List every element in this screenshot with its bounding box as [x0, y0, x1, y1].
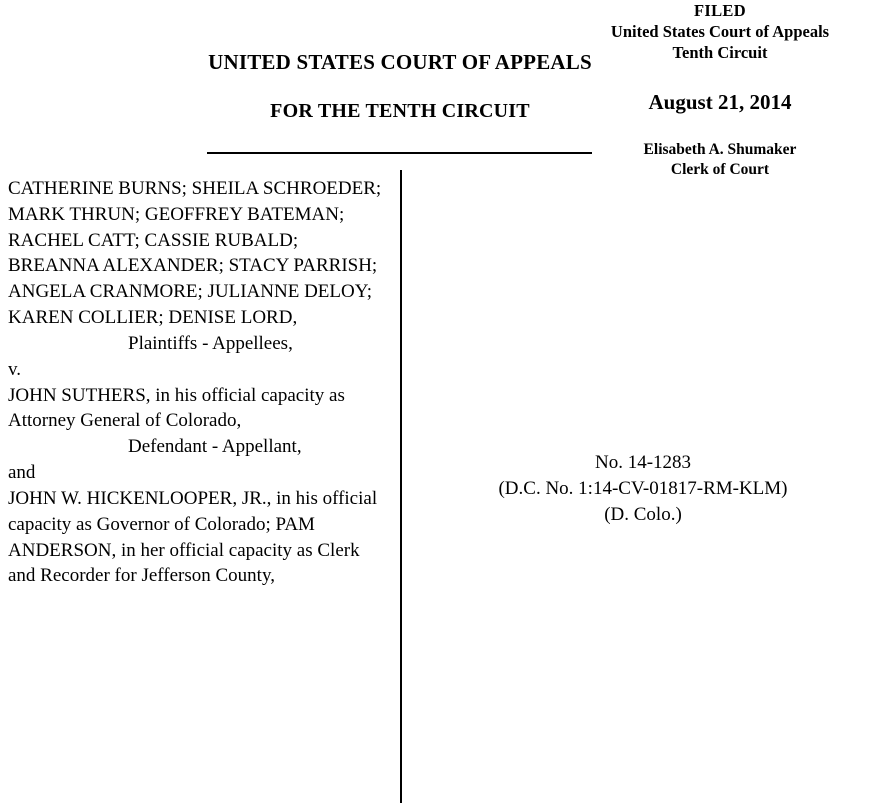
defendant-role: Defendant - Appellant,	[128, 436, 302, 458]
page-subtitle: FOR THE TENTH CIRCUIT	[270, 100, 530, 122]
filed-date: August 21, 2014	[648, 90, 792, 114]
conjunction-label: and	[8, 462, 36, 484]
appeal-number: No. 14-1283	[594, 452, 692, 473]
district-label: (D. Colo.)	[604, 504, 682, 526]
plaintiffs-names: CATHERINE BURNS; SHEILA SCHROEDER; MARK THRUN; GEOFFREY BATEMAN; RACHEL CATT; CASSIE RUBALD; BREANNA ALEXANDER; STACY PARRISH; ANGELA CRANMORE; JULIANNE DELOY; KAREN COLLIER; DENISE LORD,	[8, 178, 382, 329]
caption-vertical-divider	[400, 170, 402, 803]
heading-divider	[207, 152, 592, 154]
clerk-name: Elisabeth A. Shumaker	[643, 141, 797, 158]
defendant-name: JOHN SUTHERS, in his official capacity as Attorney General of Colorado,	[8, 384, 345, 432]
plaintiffs-role: Plaintiffs - Appellees,	[128, 332, 293, 354]
case-info	[410, 450, 876, 529]
versus-label: v.	[8, 358, 22, 380]
other-parties: JOHN W. HICKENLOOPER, JR., in his official capacity as Governor of Colorado; PAM ANDERSON, in her official capacity as Clerk and Recorder for Jefferson County,	[8, 487, 378, 587]
clerk-title: Clerk of Court	[670, 161, 770, 179]
filed-label: FILED	[694, 1, 746, 20]
filed-court-name: United States Court of Appeals	[610, 22, 830, 42]
caption-parties	[8, 176, 390, 589]
filed-circuit: Tenth Circuit	[672, 43, 768, 63]
clerk-block	[560, 140, 880, 180]
district-court-number: (D.C. No. 1:14-CV-01817-RM-KLM)	[498, 478, 788, 500]
page-title: UNITED STATES COURT OF APPEALS	[208, 50, 592, 74]
